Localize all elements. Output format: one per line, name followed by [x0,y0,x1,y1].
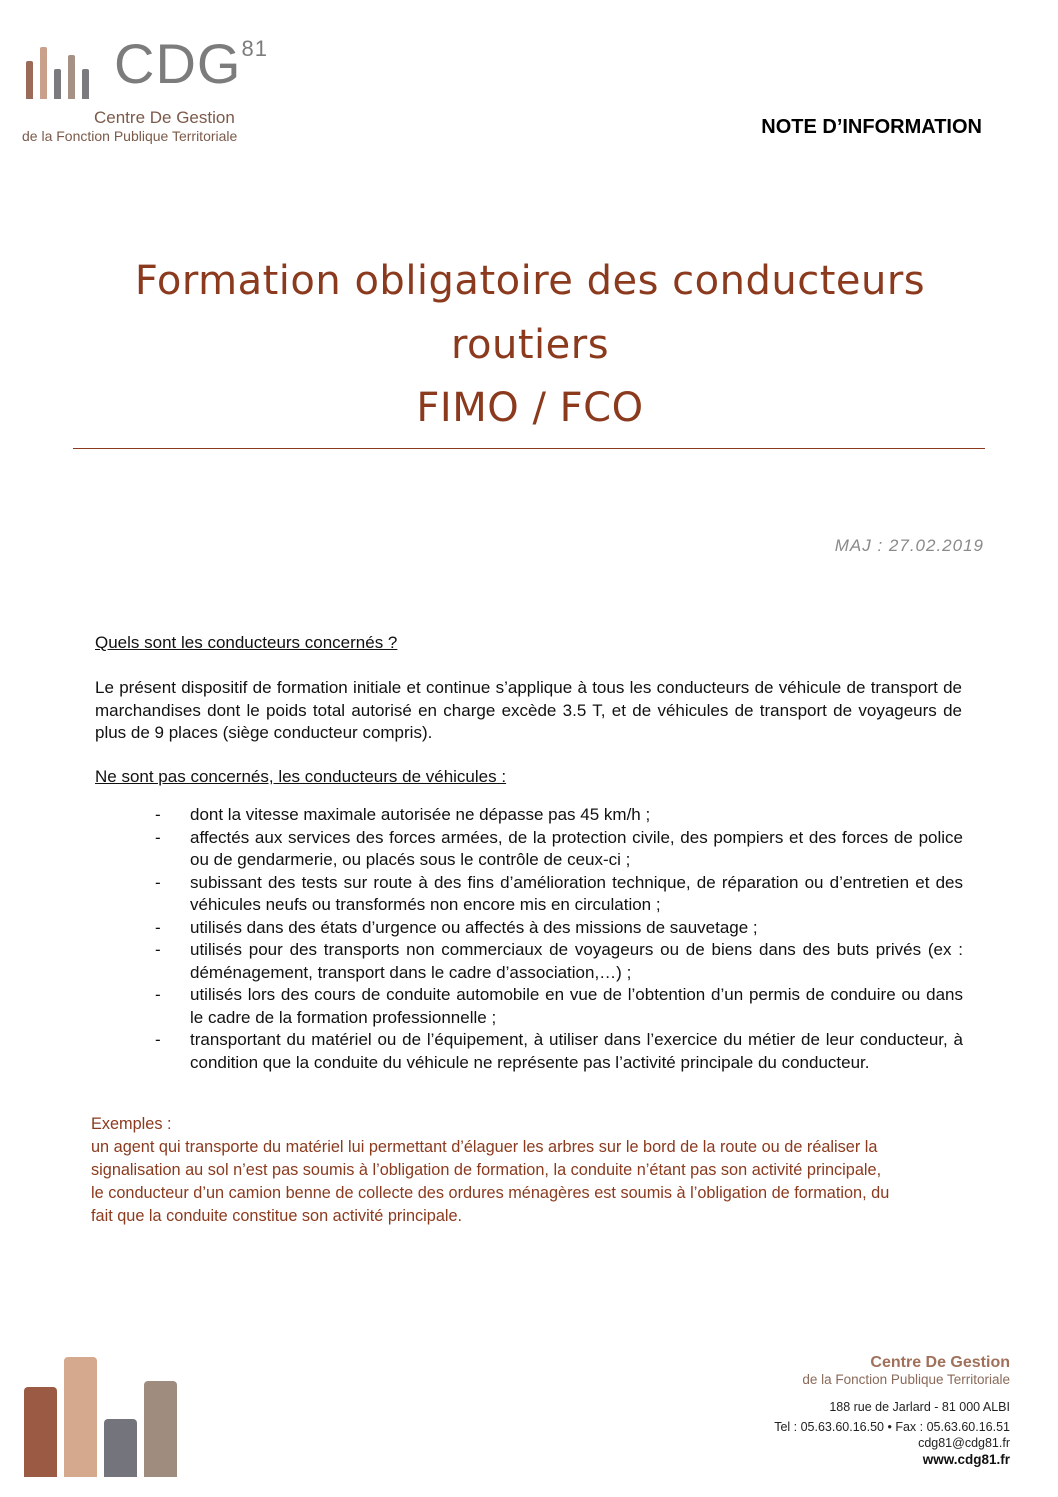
exclusions-list [155,804,963,1074]
logo-line-2: de la Fonction Publique Territoriale [22,128,238,144]
update-date: MAJ : 27.02.2019 [834,536,984,555]
footer-org-subname: de la Fonction Publique Territoriale [802,1372,1010,1387]
list-item-text: affectés aux services des forces armées, de la protection civile, des pompiers et des forces de police ou de gendarmerie, ou placés sous le contrôle de ceux-ci ; [190,827,963,869]
footer-phone: Tel : 05.63.60.16.50 • Fax : 05.63.60.16.51 [774,1420,1010,1434]
list-item-text: utilisés pour des transports non commerciaux de voyageurs ou de biens dans des buts privés (ex : déménagement, transport dans le cadre d’association,…) ; [190,940,963,982]
logo-bar-3 [54,69,61,99]
list-item-text: subissant des tests sur route à des fins d’amélioration technique, de réparation ou d’entretien et des véhicules neufs ou transformés non encore mis en circulation ; [190,872,963,914]
section1-heading: Quels sont les conducteurs concernés ? [95,633,398,652]
examples-line-1: un agent qui transporte du matériel lui permettant d’élaguer les arbres sur le bord de la route ou de réaliser la [91,1138,878,1156]
document-type-label: NOTE D’INFORMATION [761,116,982,138]
list-item-text: dont la vitesse maximale autorisée ne dépasse pas 45 km/h ; [190,805,651,824]
footer-bar-4 [144,1381,177,1477]
logo-line-1: Centre De Gestion [94,108,235,127]
header-logo [22,32,282,147]
examples-block [91,1113,984,1228]
list-bullet: - [155,805,161,824]
list-item [155,804,963,827]
logo-brand-number: 81 [241,36,268,61]
list-item [155,917,963,940]
footer-bar-3 [104,1419,137,1477]
logo-brand [114,32,268,95]
list-item [155,984,963,1029]
title-line-1: Formation obligatoire des conducteurs [134,258,926,304]
section1-paragraph: Le présent dispositif de formation initiale et continue s’applique à tous les conducteurs de véhicule de transport de marchandises dont le poids total autorisé en charge excède 3.5 T, et de véhicules de transport de voyageurs de plus de 9 places (siège conducteur compris). [95,678,962,742]
footer-bar-2 [64,1357,97,1477]
logo-bar-4 [68,55,75,99]
logo-brand-text: CDG [114,32,242,95]
title-line-3: FIMO / FCO [416,385,644,431]
footer-email[interactable]: cdg81@cdg81.fr [918,1436,1010,1450]
list-item-text: utilisés lors des cours de conduite automobile en vue de l’obtention d’un permis de conduire ou dans le cadre de la formation professionnelle ; [190,985,963,1027]
section2-heading: Ne sont pas concernés, les conducteurs de véhicules : [95,767,507,786]
footer-contact [774,1354,1010,1469]
logo-bar-2 [40,47,47,99]
footer-website[interactable]: www.cdg81.fr [922,1452,1010,1467]
list-item [155,1029,963,1074]
list-bullet: - [155,1030,161,1049]
list-item-text: transportant du matériel ou de l’équipement, à utiliser dans l’exercice du métier de leur conducteur, à condition que la conduite du véhicule ne représente pas l’activité principale du conducteur. [190,1030,963,1072]
list-item [155,872,963,917]
list-bullet: - [155,917,161,937]
logo-bar-1 [26,61,33,99]
title-line-2: routiers [450,322,610,368]
list-item [155,827,963,872]
examples-line-3: le conducteur d’un camion benne de collecte des ordures ménagères est soumis à l’obligation de formation, du [91,1184,890,1202]
logo-bar-5 [82,69,89,99]
examples-line-2: signalisation au sol n’est pas soumis à l’obligation de formation, la conduite n’étant pas son activité principale, [91,1161,882,1179]
title-divider [73,448,985,449]
list-item-text: utilisés dans des états d’urgence ou affectés à des missions de sauvetage ; [190,917,758,937]
list-bullet: - [155,985,161,1004]
footer-logo-bars [24,1355,179,1477]
list-bullet: - [155,940,161,959]
footer-bar-1 [24,1387,57,1477]
list-bullet: - [155,827,161,847]
footer-org-name: Centre De Gestion [870,1354,1010,1371]
list-item [155,939,963,984]
examples-label: Exemples : [91,1115,172,1133]
examples-line-4: fait que la conduite constitue son activité principale. [91,1207,463,1225]
list-bullet: - [155,872,161,892]
footer-address: 188 rue de Jarlard - 81 000 ALBI [829,1400,1010,1414]
